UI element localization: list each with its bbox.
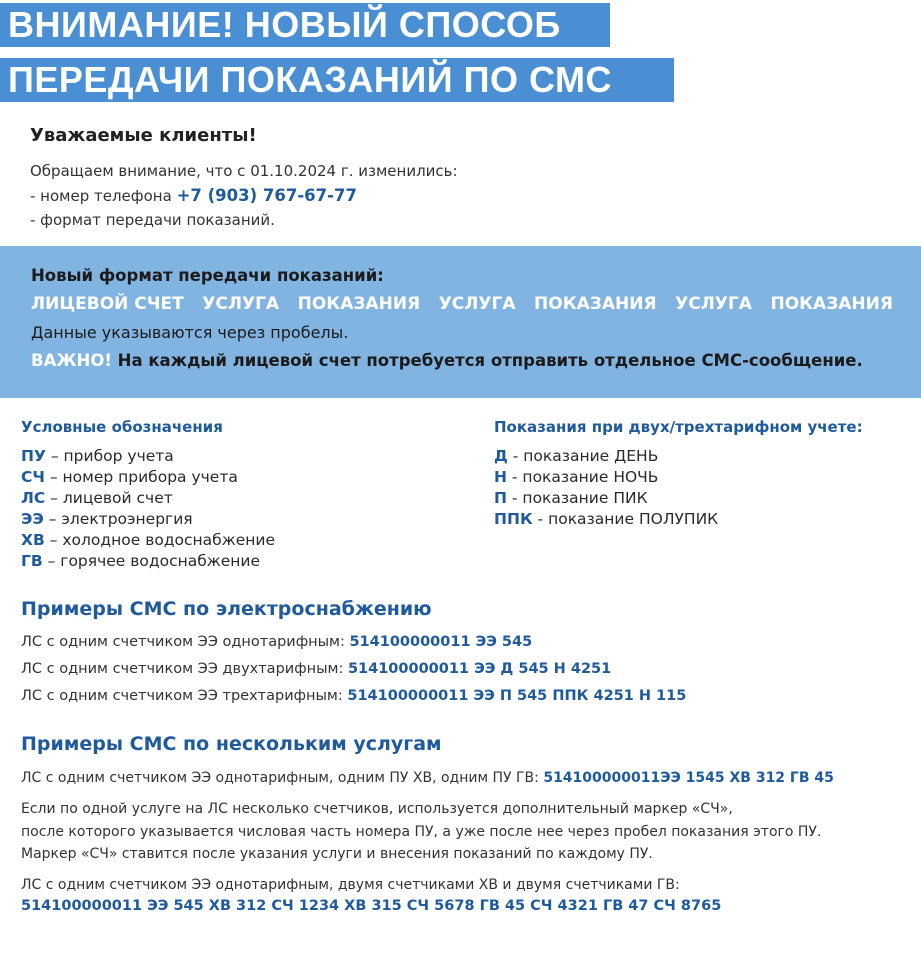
format-change-item: - формат передачи показаний. (30, 211, 275, 229)
format-title: Новый формат передачи показаний: (31, 266, 384, 285)
legend-item: ЛС – лицевой счет (21, 489, 173, 507)
greeting: Уважаемые клиенты! (30, 125, 257, 146)
phone-number: +7 (903) 767-67-77 (176, 186, 357, 205)
separator-note: Данные указываются через пробелы. (31, 323, 349, 342)
power-examples-title: Примеры СМС по электроснабжению (21, 598, 432, 620)
legend-item: ЭЭ – электроэнергия (21, 510, 193, 528)
headline-line-2: ПЕРЕДАЧИ ПОКАЗАНИЙ ПО СМС (0, 58, 674, 102)
phone-prefix: - номер телефона (30, 187, 177, 205)
power-example-row: ЛС с одним счетчиком ЭЭ однотарифным: 514100000011 ЭЭ 545 (21, 634, 533, 650)
tariff-legend-list (494, 446, 718, 530)
multi-example-code: 514100000011 ЭЭ 545 ХВ 312 СЧ 1234 ХВ 315 СЧ 5678 ГВ 45 СЧ 4321 ГВ 47 СЧ 8765 (21, 898, 722, 914)
legend-item: СЧ – номер прибора учета (21, 468, 238, 486)
tariff-legend-item: Н - показание НОЧЬ (494, 468, 659, 486)
multi-example-label: ЛС с одним счетчиком ЭЭ однотарифным, двумя счетчиками ХВ и двумя счетчиками ГВ: (21, 877, 680, 893)
headline-line-1: ВНИМАНИЕ! НОВЫЙ СПОСОБ (0, 3, 610, 47)
multi-examples-title: Примеры СМС по нескольким услугам (21, 733, 442, 755)
power-example-row: ЛС с одним счетчиком ЭЭ двухтарифным: 514100000011 ЭЭ Д 545 Н 4251 (21, 661, 612, 677)
power-example-row: ЛС с одним счетчиком ЭЭ трехтарифным: 514100000011 ЭЭ П 545 ППК 4251 Н 115 (21, 688, 687, 704)
legend-item: ГВ – горячее водоснабжение (21, 552, 261, 570)
important-label: ВАЖНО! (31, 351, 112, 370)
tariff-legend-item: Д - показание ДЕНЬ (494, 447, 659, 465)
marker-note-line: Если по одной услуге на ЛС несколько счетчиков, используется дополнительный маркер «СЧ», (21, 801, 733, 817)
multi-example-row: ЛС с одним счетчиком ЭЭ однотарифным, одним ПУ ХВ, одним ПУ ГВ: 514100000011ЭЭ 1545 ХВ 312 ГВ 45 (21, 770, 834, 786)
format-field: УСЛУГА (438, 294, 516, 314)
format-fields (31, 294, 893, 314)
format-field: ПОКАЗАНИЯ (534, 294, 657, 314)
format-field: ПОКАЗАНИЯ (770, 294, 893, 314)
phone-line (30, 186, 357, 205)
tariff-legend-item: ППК - показание ПОЛУПИК (494, 510, 719, 528)
format-field: ПОКАЗАНИЯ (297, 294, 421, 314)
marker-note-line: после которого указывается числовая часть номера ПУ, а уже после нее через пробел показания этого ПУ. (21, 824, 822, 840)
legend-list (21, 446, 275, 572)
format-info-box (0, 246, 921, 398)
notice-text: Обращаем внимание, что с 01.10.2024 г. изменились: (30, 162, 458, 180)
important-text: На каждый лицевой счет потребуется отправить отдельное СМС-сообщение. (111, 351, 863, 370)
legend-title: Условные обозначения (21, 418, 223, 436)
legend-item: ХВ – холодное водоснабжение (21, 531, 275, 549)
important-note (31, 351, 863, 370)
tariff-legend-title: Показания при двух/трехтарифном учете: (494, 418, 863, 436)
marker-note-line: Маркер «СЧ» ставится после указания услуги и внесения показаний по каждому ПУ. (21, 846, 653, 862)
tariff-legend-item: П - показание ПИК (494, 489, 648, 507)
format-field: УСЛУГА (675, 294, 752, 314)
format-field: УСЛУГА (202, 294, 280, 314)
legend-item: ПУ – прибор учета (21, 447, 174, 465)
format-field: ЛИЦЕВОЙ СЧЕТ (31, 294, 184, 314)
